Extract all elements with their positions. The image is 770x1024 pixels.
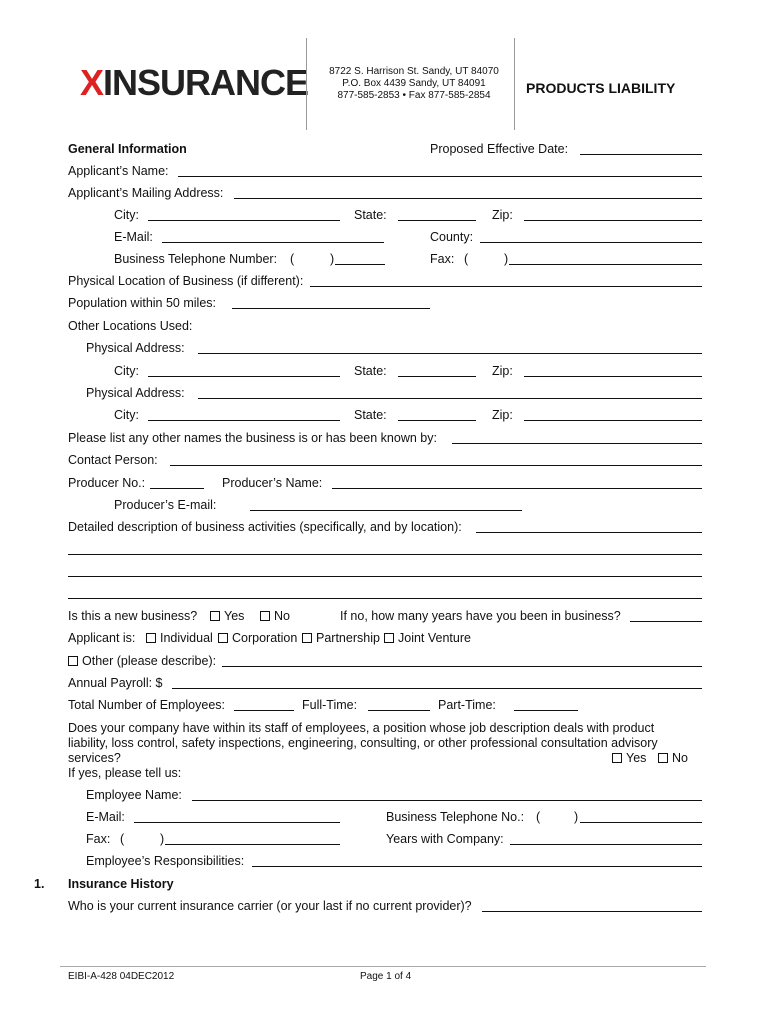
part-time-label: Part-Time:: [438, 698, 496, 712]
checkbox[interactable]: [260, 611, 270, 621]
city-field[interactable]: [148, 376, 340, 377]
staff-yes-option[interactable]: Yes: [612, 751, 646, 765]
producer-no-field[interactable]: [150, 488, 204, 489]
city-label: City:: [114, 364, 139, 378]
description-line[interactable]: [68, 576, 702, 577]
new-business-yes[interactable]: Yes: [210, 609, 244, 623]
years-in-business-label: If no, how many years have you been in business?: [340, 609, 621, 623]
mailing-address-field[interactable]: [234, 198, 702, 199]
checkbox[interactable]: [68, 656, 78, 666]
checkbox[interactable]: [302, 633, 312, 643]
staff-no-option[interactable]: No: [658, 751, 688, 765]
years-with-company-label: Years with Company:: [386, 832, 504, 846]
description-label: Detailed description of business activities (specifically, and by location):: [68, 520, 462, 534]
company-logo: XINSURANCE: [80, 62, 309, 103]
zip-label: Zip:: [492, 364, 513, 378]
checkbox[interactable]: [658, 753, 668, 763]
staff-question-line: Does your company have within its staff of employees, a position whose job description deals with product: [68, 721, 655, 735]
full-time-label: Full-Time:: [302, 698, 358, 712]
fax-label: Fax:: [430, 252, 455, 266]
effective-date-field[interactable]: [580, 154, 702, 155]
state-field[interactable]: [398, 220, 476, 221]
state-label: State:: [354, 364, 387, 378]
city-field[interactable]: [148, 220, 340, 221]
zip-field[interactable]: [524, 220, 702, 221]
full-time-field[interactable]: [368, 710, 430, 711]
paren-close: ): [330, 252, 335, 266]
other-names-label: Please list any other names the business is or has been known by:: [68, 431, 437, 445]
checkbox[interactable]: [210, 611, 220, 621]
header-divider: [306, 38, 307, 130]
employee-resp-field[interactable]: [252, 866, 702, 867]
checkbox[interactable]: [612, 753, 622, 763]
address-line: 877-585-2853 • Fax 877-585-2854: [337, 90, 491, 101]
city-label: City:: [114, 208, 139, 222]
producer-email-label: Producer’s E-mail:: [114, 498, 217, 512]
producer-no-label: Producer No.:: [68, 476, 146, 490]
paren-open: (: [290, 252, 295, 266]
section-title: Insurance History: [68, 877, 174, 891]
total-employees-label: Total Number of Employees:: [68, 698, 226, 712]
contact-person-field[interactable]: [170, 465, 702, 466]
checkbox[interactable]: [218, 633, 228, 643]
applicant-is-label: Applicant is:: [68, 631, 136, 645]
physical-location-label: Physical Location of Business (if different):: [68, 274, 304, 288]
footer-rule: [60, 966, 706, 967]
address-line: P.O. Box 4439 Sandy, UT 84091: [342, 78, 486, 89]
other-describe-field[interactable]: [222, 666, 702, 667]
producer-email-field[interactable]: [250, 510, 522, 511]
description-field[interactable]: [476, 532, 702, 533]
staff-question-line: services?: [68, 751, 121, 765]
effective-date-label: Proposed Effective Date:: [430, 142, 569, 156]
other-names-field[interactable]: [452, 443, 702, 444]
other-option[interactable]: Other (please describe):: [68, 654, 216, 668]
applicant-name-label: Applicant’s Name:: [68, 164, 169, 178]
producer-name-label: Producer’s Name:: [222, 476, 323, 490]
individual-option[interactable]: Individual: [146, 631, 213, 645]
paren-close: ): [160, 832, 165, 846]
new-business-no[interactable]: No: [260, 609, 290, 623]
population-field[interactable]: [232, 308, 430, 309]
zip-field[interactable]: [524, 376, 702, 377]
state-label: State:: [354, 208, 387, 222]
employee-email-label: E-Mail:: [86, 810, 125, 824]
fax-field[interactable]: [509, 264, 702, 265]
checkbox[interactable]: [384, 633, 394, 643]
mailing-address-label: Applicant’s Mailing Address:: [68, 186, 224, 200]
physical-location-field[interactable]: [310, 286, 702, 287]
section-number: 1.: [34, 877, 45, 891]
email-field[interactable]: [162, 242, 384, 243]
checkbox[interactable]: [146, 633, 156, 643]
new-business-label: Is this a new business?: [68, 609, 198, 623]
description-line[interactable]: [68, 554, 702, 555]
annual-payroll-field[interactable]: [172, 688, 702, 689]
population-label: Population within 50 miles:: [68, 296, 216, 310]
physical-address-label: Physical Address:: [86, 386, 185, 400]
joint-venture-option[interactable]: Joint Venture: [384, 631, 471, 645]
physical-address-field[interactable]: [198, 353, 702, 354]
business-phone-no-field[interactable]: [580, 822, 702, 823]
zip-field[interactable]: [524, 420, 702, 421]
section-title: General Information: [68, 142, 187, 156]
carrier-question-label: Who is your current insurance carrier (or your last if no current provider)?: [68, 899, 472, 913]
state-field[interactable]: [398, 420, 476, 421]
form-id: EIBI-A-428 04DEC2012: [68, 971, 175, 982]
paren-open: (: [464, 252, 469, 266]
producer-name-field[interactable]: [332, 488, 702, 489]
description-line[interactable]: [68, 598, 702, 599]
years-with-company-field[interactable]: [510, 844, 702, 845]
physical-address-field[interactable]: [198, 398, 702, 399]
years-in-business-field[interactable]: [630, 621, 702, 622]
employee-email-field[interactable]: [134, 822, 340, 823]
if-yes-label: If yes, please tell us:: [68, 766, 182, 780]
annual-payroll-label: Annual Payroll: $: [68, 676, 163, 690]
employee-name-field[interactable]: [192, 800, 702, 801]
paren-close: ): [574, 810, 579, 824]
company-address: [318, 66, 510, 102]
page-number: Page 1 of 4: [360, 971, 412, 982]
business-phone-label: Business Telephone Number:: [114, 252, 278, 266]
email-label: E-Mail:: [114, 230, 153, 244]
employee-fax-label: Fax:: [86, 832, 111, 846]
corporation-option[interactable]: Corporation: [218, 631, 297, 645]
header-divider: [514, 38, 515, 130]
partnership-option[interactable]: Partnership: [302, 631, 380, 645]
applicant-name-field[interactable]: [178, 176, 702, 177]
county-field[interactable]: [480, 242, 702, 243]
zip-label: Zip:: [492, 208, 513, 222]
zip-label: Zip:: [492, 408, 513, 422]
employee-resp-label: Employee’s Responsibilities:: [86, 854, 245, 868]
carrier-field[interactable]: [482, 911, 702, 912]
city-field[interactable]: [148, 420, 340, 421]
form-title: PRODUCTS LIABILITY: [526, 80, 676, 96]
other-locations-label: Other Locations Used:: [68, 319, 193, 333]
state-field[interactable]: [398, 376, 476, 377]
state-label: State:: [354, 408, 387, 422]
county-label: County:: [430, 230, 474, 244]
part-time-field[interactable]: [514, 710, 578, 711]
paren-close: ): [504, 252, 509, 266]
physical-address-label: Physical Address:: [86, 341, 185, 355]
city-label: City:: [114, 408, 139, 422]
employee-fax-field[interactable]: [165, 844, 340, 845]
business-phone-field[interactable]: [335, 264, 385, 265]
contact-person-label: Contact Person:: [68, 453, 158, 467]
paren-open: (: [536, 810, 541, 824]
business-phone-no-label: Business Telephone No.:: [386, 810, 525, 824]
address-line: 8722 S. Harrison St. Sandy, UT 84070: [329, 66, 499, 77]
employee-name-label: Employee Name:: [86, 788, 182, 802]
total-employees-field[interactable]: [234, 710, 294, 711]
paren-open: (: [120, 832, 125, 846]
staff-question-line: liability, loss control, safety inspections, engineering, consulting, or other professional consultation advisory: [68, 736, 658, 750]
